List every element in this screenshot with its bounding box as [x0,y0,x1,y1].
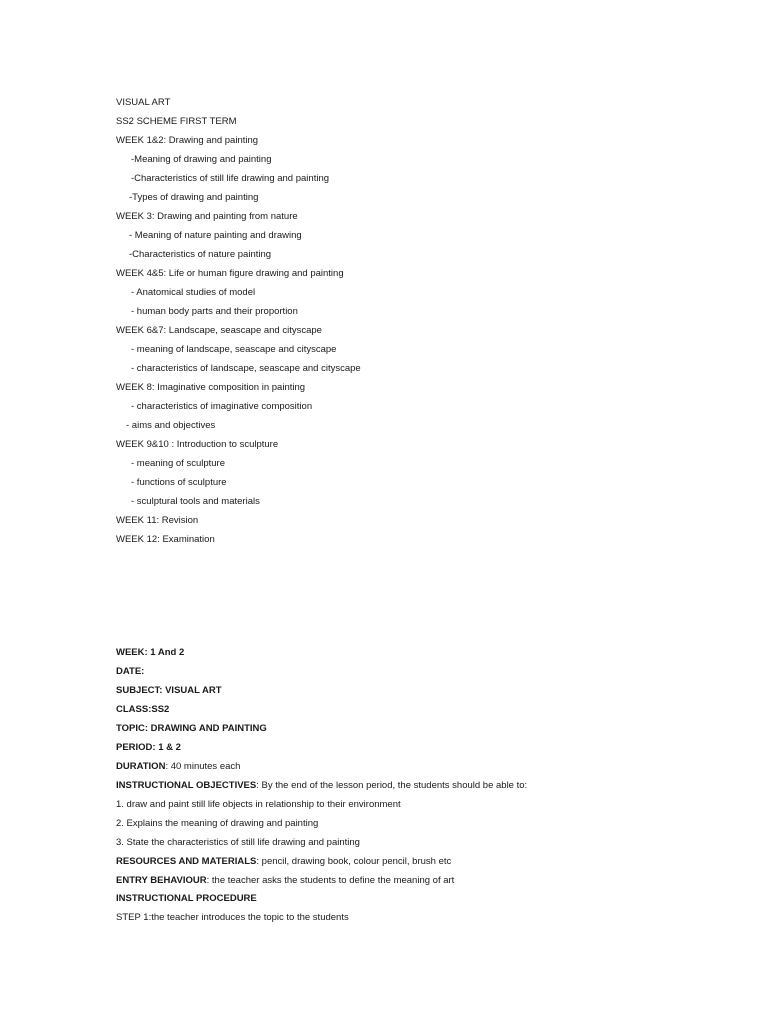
scheme-item: - meaning of landscape, seascape and cityscape [131,344,337,355]
lesson-topic: TOPIC: DRAWING AND PAINTING [116,723,267,734]
scheme-item: - functions of sculpture [131,477,227,488]
scheme-week-3: WEEK 3: Drawing and painting from nature [116,211,298,222]
objective-item: 1. draw and paint still life objects in relationship to their environment [116,799,401,810]
resources-label: RESOURCES AND MATERIALS [116,856,257,867]
scheme-item: -Characteristics of still life drawing and painting [131,173,330,184]
scheme-week-11: WEEK 11: Revision [116,515,199,526]
scheme-item: - characteristics of imaginative composition [131,401,313,412]
resources-value: : pencil, drawing book, colour pencil, brush etc [256,856,452,867]
lesson-period: PERIOD: 1 & 2 [116,742,181,753]
scheme-week-1-2: WEEK 1&2: Drawing and painting [116,135,259,146]
lesson-date: DATE: [116,666,145,677]
lesson-duration [116,761,240,773]
scheme-item: - sculptural tools and materials [131,496,260,507]
lesson-resources [116,856,451,868]
lesson-subject: SUBJECT: VISUAL ART [116,685,222,696]
lesson-objectives [116,780,527,792]
scheme-item: - Anatomical studies of model [131,287,256,298]
scheme-item: - aims and objectives [126,420,216,431]
objectives-label: INSTRUCTIONAL OBJECTIVES [116,780,257,791]
scheme-week-4-5: WEEK 4&5: Life or human figure drawing and painting [116,268,344,279]
objective-item: 2. Explains the meaning of drawing and painting [116,818,319,829]
scheme-item: - human body parts and their proportion [131,306,298,317]
scheme-week-12: WEEK 12: Examination [116,534,215,545]
scheme-week-9-10: WEEK 9&10 : Introduction to sculpture [116,439,279,450]
lesson-step-1: STEP 1:the teacher introduces the topic to the students [116,912,349,923]
scheme-term: SS2 SCHEME FIRST TERM [116,116,237,127]
scheme-item: - Meaning of nature painting and drawing [129,230,302,241]
objectives-value: : By the end of the lesson period, the students should be able to: [256,780,528,791]
scheme-item: -Meaning of drawing and painting [131,154,272,165]
lesson-week: WEEK: 1 And 2 [116,647,185,658]
duration-label: DURATION [116,761,166,772]
lesson-class: CLASS:SS2 [116,704,170,715]
entry-value: : the teacher asks the students to define the meaning of art [206,875,455,886]
scheme-item: -Types of drawing and painting [129,192,259,203]
scheme-item: - characteristics of landscape, seascape and cityscape [131,363,361,374]
objective-item: 3. State the characteristics of still life drawing and painting [116,837,360,848]
lesson-procedure: INSTRUCTIONAL PROCEDURE [116,893,257,904]
entry-label: ENTRY BEHAVIOUR [116,875,207,886]
scheme-week-8: WEEK 8: Imaginative composition in painting [116,382,306,393]
lesson-entry-behaviour [116,875,454,887]
scheme-item: -Characteristics of nature painting [129,249,272,260]
scheme-item: - meaning of sculpture [131,458,225,469]
duration-value: : 40 minutes each [165,761,241,772]
scheme-title: VISUAL ART [116,97,171,108]
scheme-week-6-7: WEEK 6&7: Landscape, seascape and cityscape [116,325,322,336]
